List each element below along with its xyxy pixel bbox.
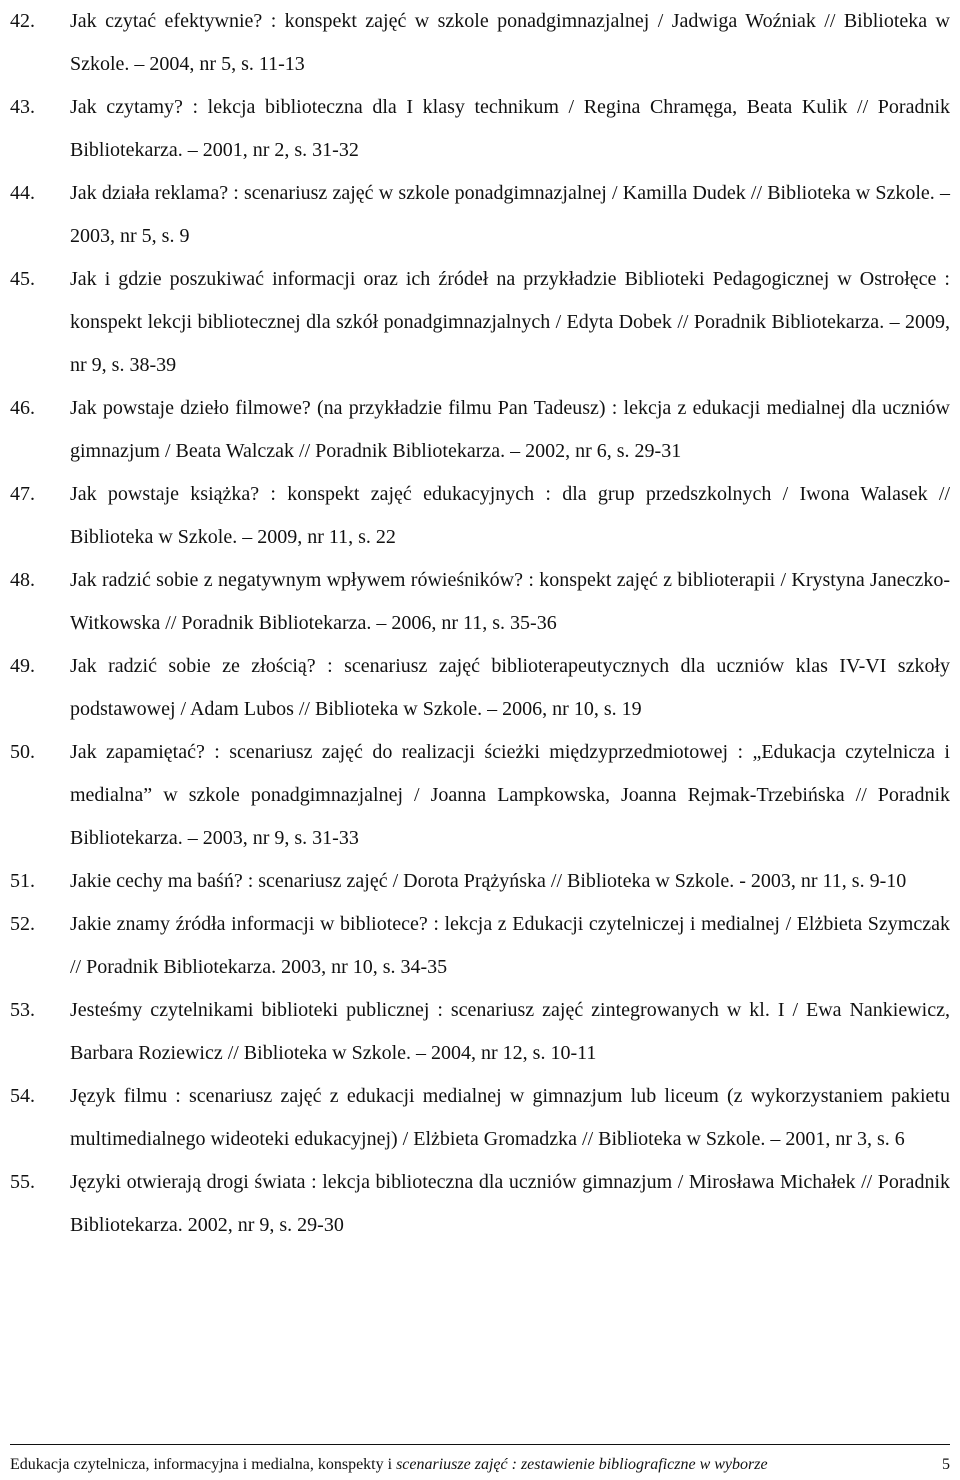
entry-number: 43. bbox=[10, 96, 35, 118]
bibliography-list bbox=[10, 0, 950, 1247]
entry-text: Jak i gdzie poszukiwać informacji oraz ich źródeł na przykładzie Biblioteki Pedagogicznej w Ostrołęce : konspekt lekcji bibliotecznej dla szkół ponadgimnazjalnych / Edyta Dobek // Poradnik Bibliotekarza. – 2009, nr 9, s. 38-39 bbox=[70, 268, 950, 376]
entry-number: 50. bbox=[10, 741, 35, 763]
list-item bbox=[10, 989, 950, 1075]
entry-number: 48. bbox=[10, 569, 35, 591]
list-item bbox=[10, 645, 950, 731]
list-item bbox=[10, 86, 950, 172]
entry-number: 49. bbox=[10, 655, 35, 677]
entry-number: 53. bbox=[10, 999, 35, 1021]
list-item bbox=[10, 0, 950, 86]
entry-text: Jakie znamy źródła informacji w bibliotece? : lekcja z Edukacji czytelniczej i medialnej / Elżbieta Szymczak // Poradnik Bibliotekarza. 2003, nr 10, s. 34-35 bbox=[70, 913, 950, 978]
footer-title bbox=[10, 1455, 768, 1475]
page-footer bbox=[10, 1444, 950, 1475]
entry-text: Jak czytamy? : lekcja biblioteczna dla I klasy technikum / Regina Chramęga, Beata Kulik // Poradnik Bibliotekarza. – 2001, nr 2, s. 31-32 bbox=[70, 96, 950, 161]
entry-text: Jesteśmy czytelnikami biblioteki publicznej : scenariusz zajęć zintegrowanych w kl. I / Ewa Nankiewicz, Barbara Roziewicz // Biblioteka w Szkole. – 2004, nr 12, s. 10-11 bbox=[70, 999, 950, 1064]
list-item bbox=[10, 731, 950, 860]
list-item bbox=[10, 1075, 950, 1161]
entry-text: Jak powstaje dzieło filmowe? (na przykładzie filmu Pan Tadeusz) : lekcja z edukacji medialnej dla uczniów gimnazjum / Beata Walczak // Poradnik Bibliotekarza. – 2002, nr 6, s. 29-31 bbox=[70, 397, 950, 462]
entry-number: 52. bbox=[10, 913, 35, 935]
entry-text: Jak powstaje książka? : konspekt zajęć edukacyjnych : dla grup przedszkolnych / Iwona Walasek // Biblioteka w Szkole. – 2009, nr 11, s. 22 bbox=[70, 483, 950, 548]
list-item bbox=[10, 903, 950, 989]
list-item bbox=[10, 559, 950, 645]
list-item bbox=[10, 473, 950, 559]
entry-number: 55. bbox=[10, 1171, 35, 1193]
entry-text: Jak działa reklama? : scenariusz zajęć w szkole ponadgimnazjalnej / Kamilla Dudek // Biblioteka w Szkole. – 2003, nr 5, s. 9 bbox=[70, 182, 950, 247]
entry-number: 44. bbox=[10, 182, 35, 204]
entry-text: Języki otwierają drogi świata : lekcja biblioteczna dla uczniów gimnazjum / Mirosława Michałek // Poradnik Bibliotekarza. 2002, nr 9, s. 29-30 bbox=[70, 1171, 950, 1236]
entry-text: Jak zapamiętać? : scenariusz zajęć do realizacji ścieżki międzyprzedmiotowej : „Edukacja czytelnicza i medialna” w szkole ponadgimnazjalnej / Joanna Lampkowska, Joanna Rejmak-Trzebińska // Poradnik Bibliotekarza. – 2003, nr 9, s. 31-33 bbox=[70, 741, 950, 849]
entry-number: 51. bbox=[10, 870, 35, 892]
footer-title-italic: scenariusze zajęć : zestawienie bibliograficzne w wyborze bbox=[396, 1456, 768, 1473]
entry-number: 42. bbox=[10, 10, 35, 32]
list-item bbox=[10, 1161, 950, 1247]
list-item bbox=[10, 387, 950, 473]
list-item bbox=[10, 172, 950, 258]
entry-number: 47. bbox=[10, 483, 35, 505]
entry-text: Jak radzić sobie ze złością? : scenariusz zajęć biblioterapeutycznych dla uczniów klas IV-VI szkoły podstawowej / Adam Lubos // Biblioteka w Szkole. – 2006, nr 10, s. 19 bbox=[70, 655, 950, 720]
entry-text: Jak czytać efektywnie? : konspekt zajęć w szkole ponadgimnazjalnej / Jadwiga Woźniak // Biblioteka w Szkole. – 2004, nr 5, s. 11-13 bbox=[70, 10, 950, 75]
entry-text: Jak radzić sobie z negatywnym wpływem rówieśników? : konspekt zajęć z biblioterapii / Krystyna Janeczko-Witkowska // Poradnik Bibliotekarza. – 2006, nr 11, s. 35-36 bbox=[70, 569, 950, 634]
footer-title-prefix: Edukacja czytelnicza, informacyjna i medialna, konspekty i bbox=[10, 1456, 397, 1473]
entry-number: 54. bbox=[10, 1085, 35, 1107]
entry-number: 46. bbox=[10, 397, 35, 419]
entry-text: Jakie cechy ma baśń? : scenariusz zajęć / Dorota Prążyńska // Biblioteka w Szkole. - 2003, nr 11, s. 9-10 bbox=[70, 870, 907, 892]
page-number: 5 bbox=[942, 1456, 950, 1473]
entry-number: 45. bbox=[10, 268, 35, 290]
list-item bbox=[10, 860, 950, 903]
entry-text: Język filmu : scenariusz zajęć z edukacji medialnej w gimnazjum lub liceum (z wykorzystaniem pakietu multimedialnego wideoteki edukacyjnej) / Elżbieta Gromadzka // Biblioteka w Szkole. – 2001, nr 3, s. 6 bbox=[70, 1085, 950, 1150]
list-item bbox=[10, 258, 950, 387]
